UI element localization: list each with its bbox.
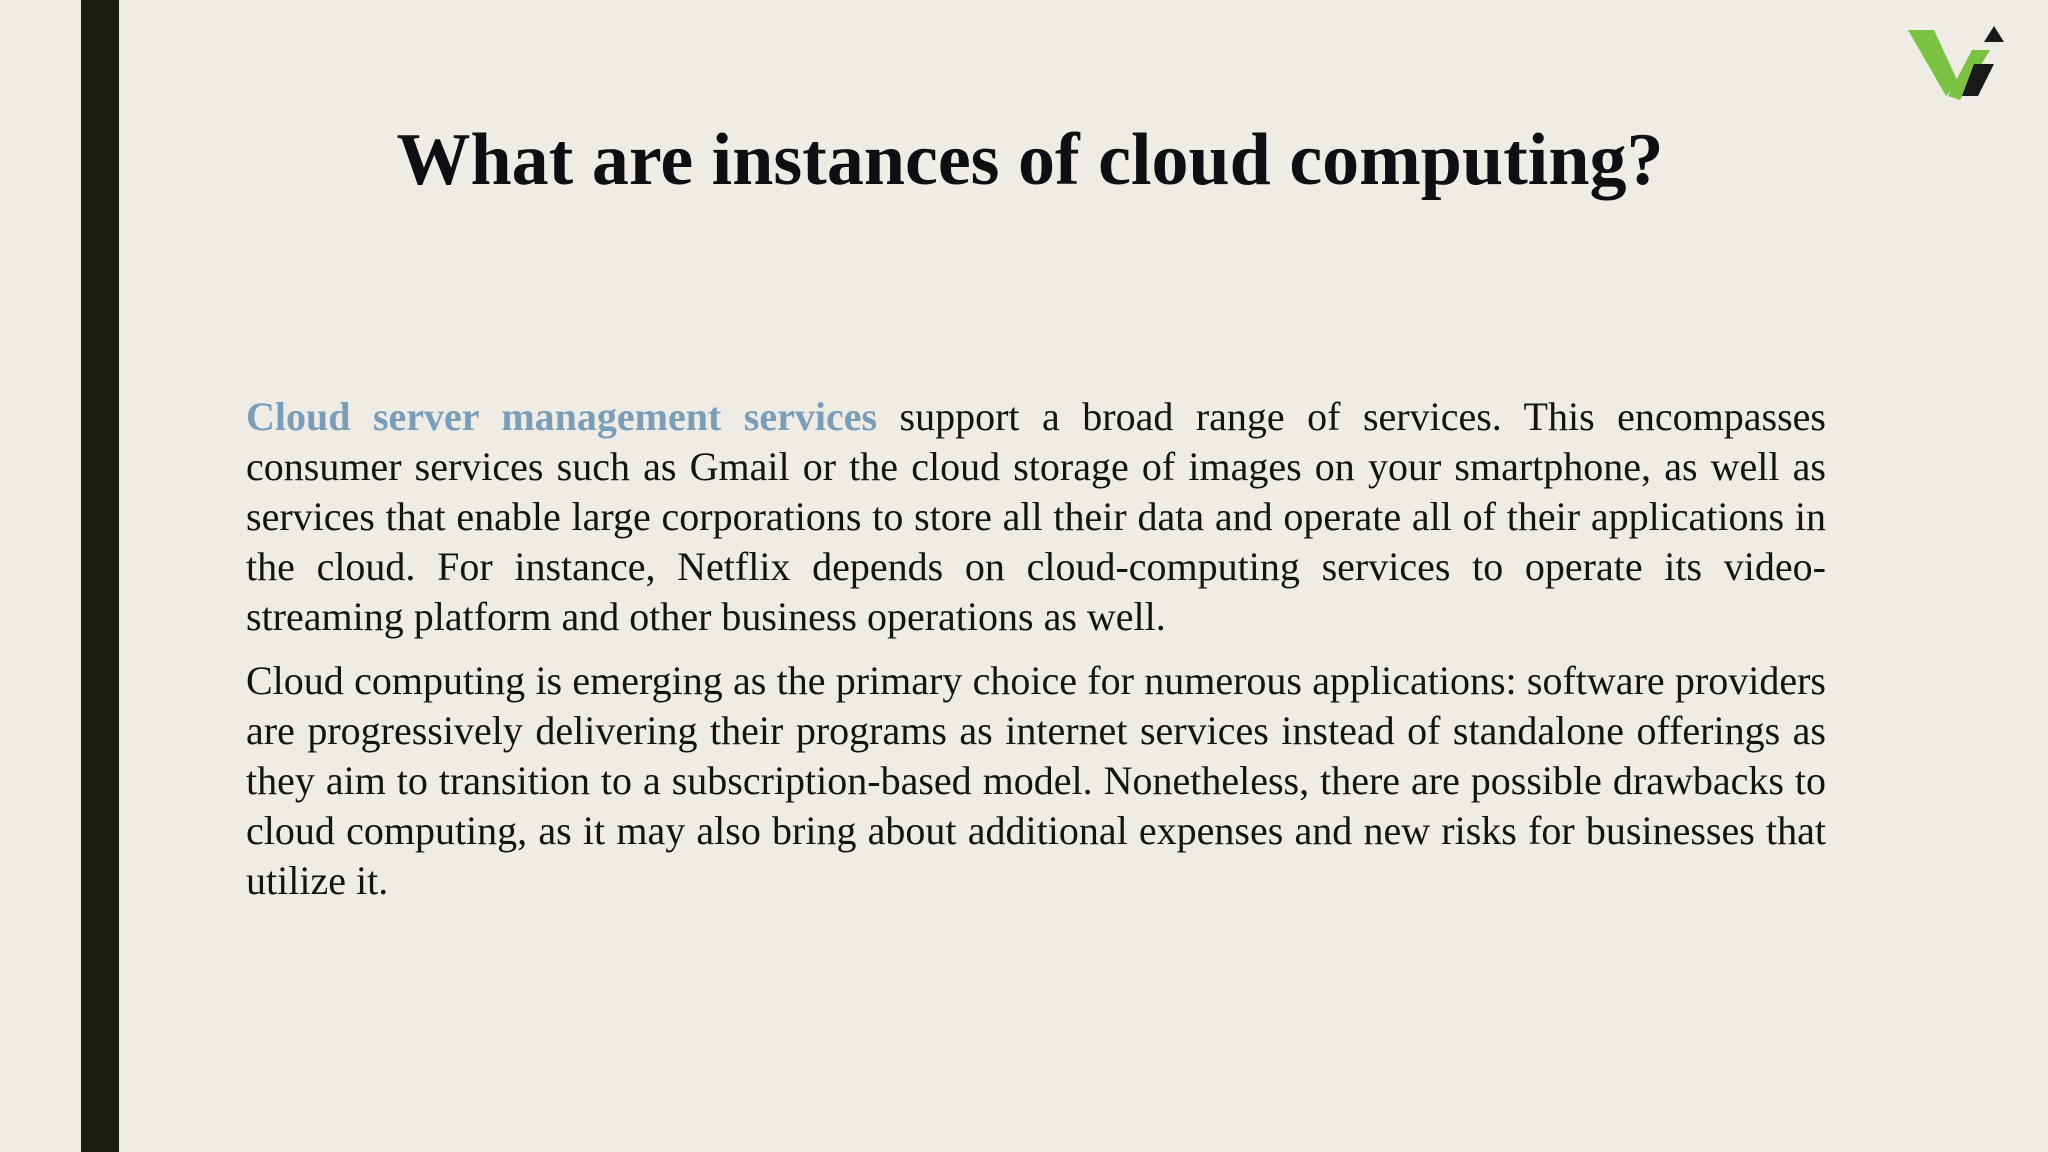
slide-title: What are instances of cloud computing? bbox=[396, 119, 1664, 201]
paragraph-1-text: support a broad range of services. This encompasses consumer services such as Gmail or the cloud storage of images on your smartphone, as well as services that enable large corporations to store all their data and operate all of their applications in the cloud. For instance, Netflix depends on cloud-computing services to operate its video-streaming platform and other business operations as well. bbox=[246, 394, 1826, 639]
paragraph-1 bbox=[246, 392, 1826, 642]
paragraph-2: Cloud computing is emerging as the primary choice for numerous applications: software providers are progressively delivering their programs as internet services instead of standalone offerings as they aim to transition to a subscription-based model. Nonetheless, there are possible drawbacks to cloud computing, as it may also bring about additional expenses and new risks for businesses that utilize it. bbox=[246, 658, 1826, 903]
brand-logo-icon bbox=[1908, 24, 2016, 100]
slide-body bbox=[246, 392, 1826, 906]
left-accent-bar bbox=[81, 0, 119, 1152]
highlighted-link-text[interactable]: Cloud server management services bbox=[246, 394, 878, 439]
